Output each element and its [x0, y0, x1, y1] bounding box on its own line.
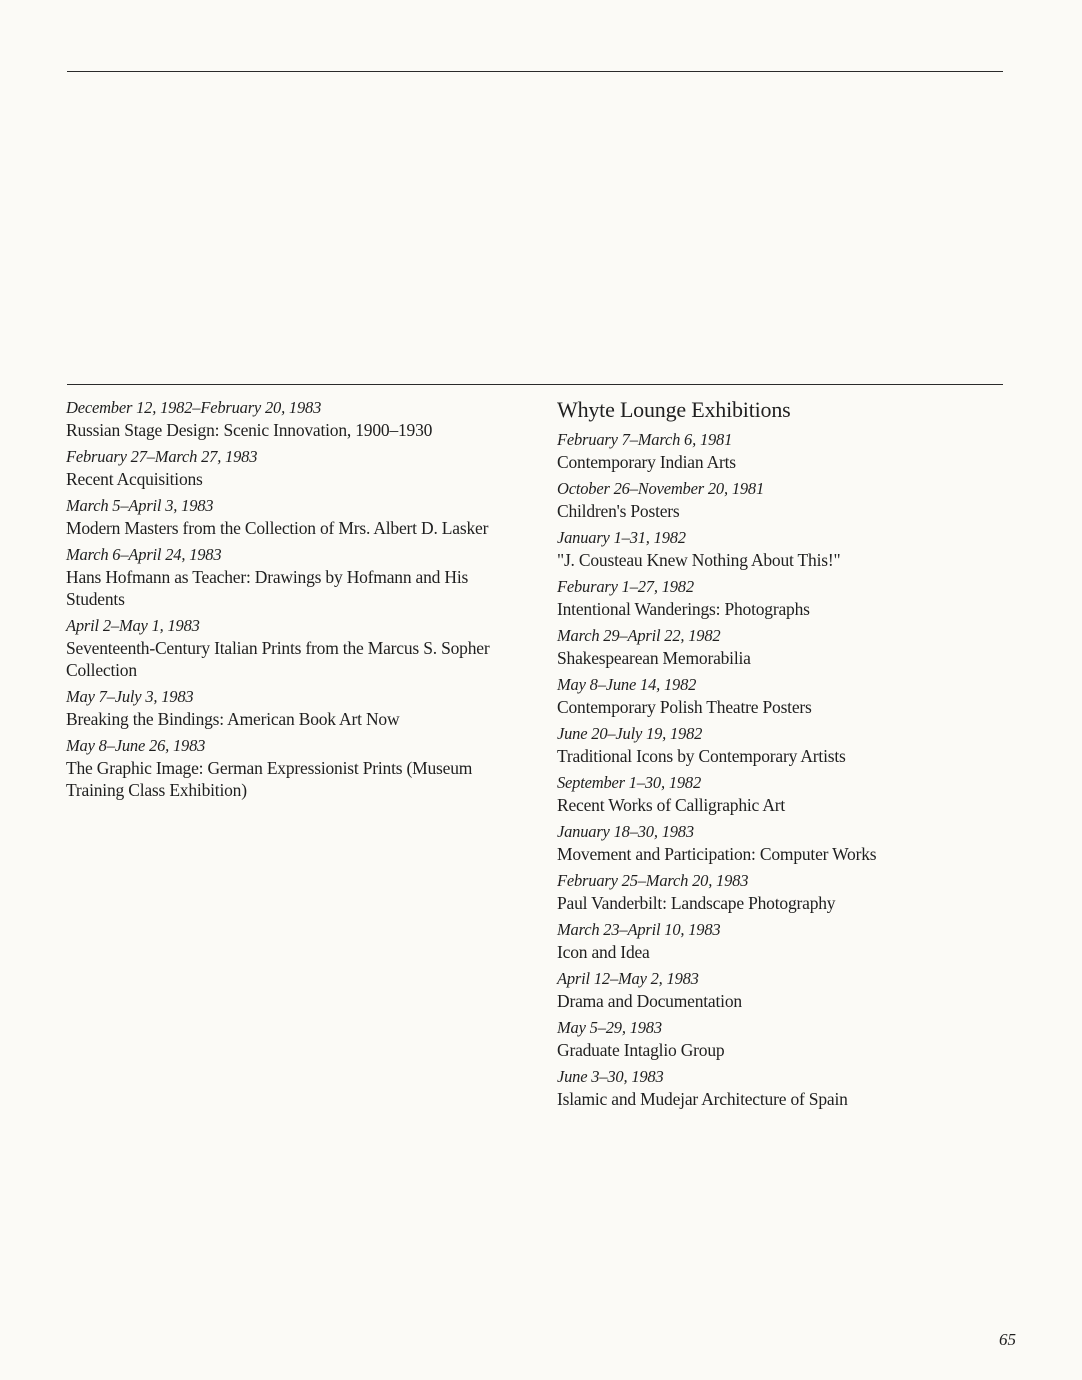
- exhibition-date: May 8–June 26, 1983: [66, 736, 206, 755]
- exhibition-entry: [557, 674, 1007, 718]
- exhibition-date: October 26–November 20, 1981: [557, 479, 765, 498]
- exhibition-date: January 18–30, 1983: [557, 822, 694, 841]
- exhibition-entry: [557, 870, 1007, 914]
- exhibition-entry: [557, 919, 1007, 963]
- exhibition-date: December 12, 1982–February 20, 1983: [66, 398, 322, 417]
- exhibition-date: April 12–May 2, 1983: [557, 969, 699, 988]
- exhibition-title: Contemporary Indian Arts: [557, 452, 736, 472]
- exhibition-entry: [557, 429, 1007, 473]
- exhibition-entry: [66, 544, 526, 610]
- exhibition-entry: [557, 821, 1007, 865]
- exhibition-date: March 6–April 24, 1983: [66, 545, 222, 564]
- exhibition-title: Paul Vanderbilt: Landscape Photography: [557, 893, 836, 913]
- right-column: [557, 397, 1007, 1115]
- exhibition-date: May 5–29, 1983: [557, 1018, 662, 1037]
- exhibition-entry: [557, 625, 1007, 669]
- exhibition-date: September 1–30, 1982: [557, 773, 702, 792]
- exhibition-title: Graduate Intaglio Group: [557, 1040, 725, 1060]
- exhibition-title: Seventeenth-Century Italian Prints from the Marcus S. Sopher Collection: [66, 638, 490, 680]
- section-heading: Whyte Lounge Exhibitions: [557, 397, 791, 422]
- exhibition-entry: [557, 527, 1007, 571]
- exhibition-title: Russian Stage Design: Scenic Innovation, 1900–1930: [66, 420, 433, 440]
- exhibition-date: May 7–July 3, 1983: [66, 687, 194, 706]
- exhibition-title: Traditional Icons by Contemporary Artists: [557, 746, 846, 766]
- exhibition-entry: [557, 478, 1007, 522]
- exhibition-entry: [557, 968, 1007, 1012]
- exhibition-title: "J. Cousteau Knew Nothing About This!": [557, 550, 841, 570]
- exhibition-title: Contemporary Polish Theatre Posters: [557, 697, 812, 717]
- exhibition-entry: [557, 576, 1007, 620]
- exhibition-date: Feburary 1–27, 1982: [557, 577, 694, 596]
- exhibition-title: The Graphic Image: German Expressionist Prints (Museum Training Class Exhibition): [66, 758, 473, 800]
- exhibition-entry: [557, 723, 1007, 767]
- exhibition-date: March 5–April 3, 1983: [66, 496, 214, 515]
- exhibition-title: Breaking the Bindings: American Book Art Now: [66, 709, 400, 729]
- page-number: 65: [999, 1330, 1016, 1349]
- exhibition-title: Islamic and Mudejar Architecture of Spain: [557, 1089, 848, 1109]
- exhibition-date: April 2–May 1, 1983: [66, 616, 200, 635]
- exhibition-date: June 20–July 19, 1982: [557, 724, 703, 743]
- section-rule: [67, 384, 1003, 385]
- exhibition-title: Intentional Wanderings: Photographs: [557, 599, 810, 619]
- exhibition-date: February 7–March 6, 1981: [557, 430, 733, 449]
- exhibition-entry: [557, 1066, 1007, 1110]
- exhibition-title: Hans Hofmann as Teacher: Drawings by Hofmann and His Students: [66, 567, 469, 609]
- exhibition-title: Children's Posters: [557, 501, 680, 521]
- exhibition-date: February 25–March 20, 1983: [557, 871, 749, 890]
- exhibition-date: May 8–June 14, 1982: [557, 675, 697, 694]
- exhibition-title: Drama and Documentation: [557, 991, 742, 1011]
- exhibition-title: Movement and Participation: Computer Works: [557, 844, 877, 864]
- top-rule: [67, 71, 1003, 72]
- exhibition-entry: [557, 772, 1007, 816]
- exhibition-date: March 29–April 22, 1982: [557, 626, 721, 645]
- exhibition-entry: [66, 397, 526, 441]
- exhibition-date: February 27–March 27, 1983: [66, 447, 258, 466]
- exhibition-entry: [66, 735, 526, 801]
- exhibition-title: Recent Works of Calligraphic Art: [557, 795, 786, 815]
- left-column: [66, 397, 526, 806]
- exhibition-entry: [66, 615, 526, 681]
- exhibition-title: Icon and Idea: [557, 942, 650, 962]
- exhibition-title: Modern Masters from the Collection of Mrs. Albert D. Lasker: [66, 518, 489, 538]
- exhibition-entry: [66, 446, 526, 490]
- exhibition-title: Recent Acquisitions: [66, 469, 203, 489]
- exhibition-title: Shakespearean Memorabilia: [557, 648, 751, 668]
- exhibition-date: January 1–31, 1982: [557, 528, 686, 547]
- exhibition-date: June 3–30, 1983: [557, 1067, 664, 1086]
- exhibition-entry: [66, 686, 526, 730]
- exhibition-date: March 23–April 10, 1983: [557, 920, 721, 939]
- exhibition-entry: [557, 1017, 1007, 1061]
- exhibition-entry: [66, 495, 526, 539]
